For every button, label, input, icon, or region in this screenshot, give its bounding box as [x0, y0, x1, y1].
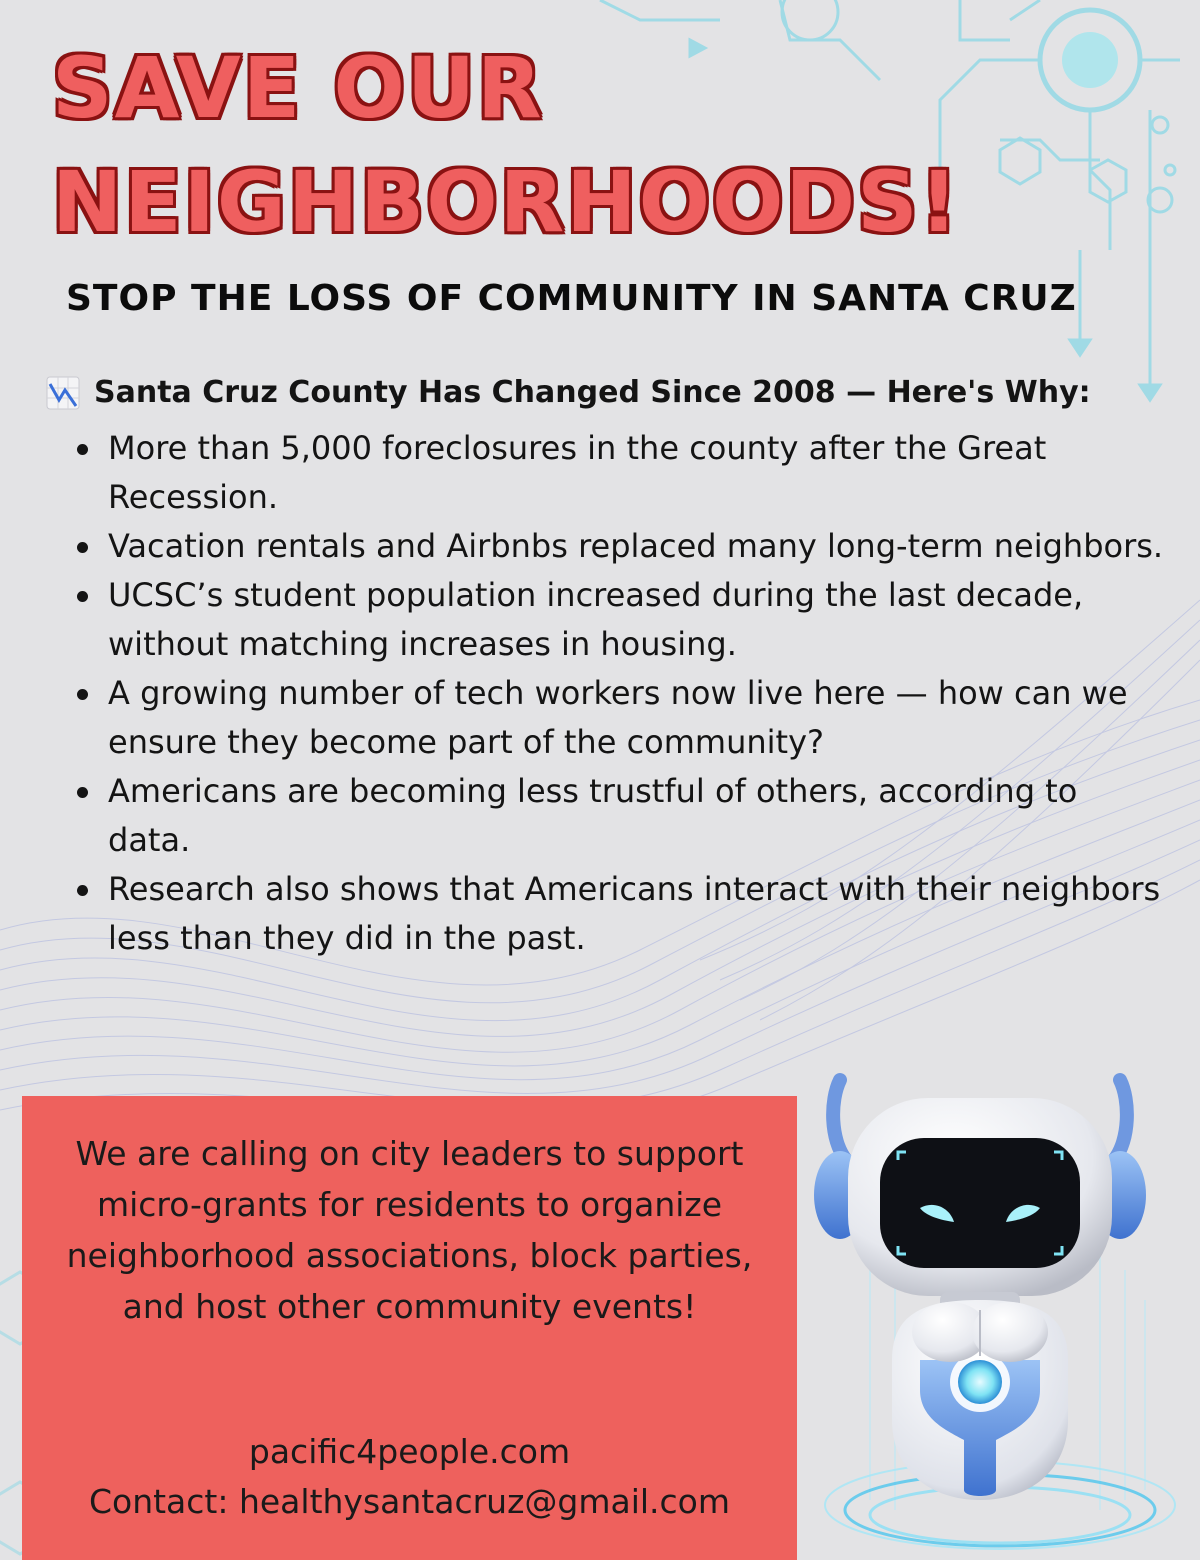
reasons-heading-text: Santa Cruz County Has Changed Since 2008 — Here's Why:	[94, 375, 1091, 410]
list-item: A growing number of tech workers now live here — how can we ensure they become part of the community?	[108, 669, 1168, 767]
contact-email[interactable]: Contact: healthysantacruz@gmail.com	[88, 1482, 731, 1521]
headline-line-1: SAVE OUR	[52, 39, 544, 137]
reasons-heading	[46, 375, 1091, 410]
list-item: Vacation rentals and Airbnbs replaced many long-term neighbors.	[108, 522, 1168, 571]
list-item: Research also shows that Americans interact with their neighbors less than they did in the past.	[108, 865, 1168, 963]
headline-line-2: NEIGHBORHOODS!	[52, 153, 960, 251]
list-item: UCSC’s student population increased during the last decade, without matching increases in housing.	[108, 571, 1168, 669]
subtitle: STOP THE LOSS OF COMMUNITY IN SANTA CRUZ	[66, 278, 1077, 319]
list-item: Americans are becoming less trustful of others, according to data.	[108, 767, 1168, 865]
robot-illustration	[800, 1060, 1200, 1560]
list-item: More than 5,000 foreclosures in the county after the Great Recession.	[108, 424, 1168, 522]
website-link[interactable]: pacific4people.com	[248, 1432, 571, 1471]
chart-decreasing-icon	[46, 376, 80, 410]
call-to-action-box	[22, 1096, 797, 1560]
reasons-list	[108, 424, 1168, 963]
call-to-action-message: We are calling on city leaders to support micro-grants for residents to organize neighborhood associations, block parties, and host other community events!	[66, 1134, 753, 1326]
